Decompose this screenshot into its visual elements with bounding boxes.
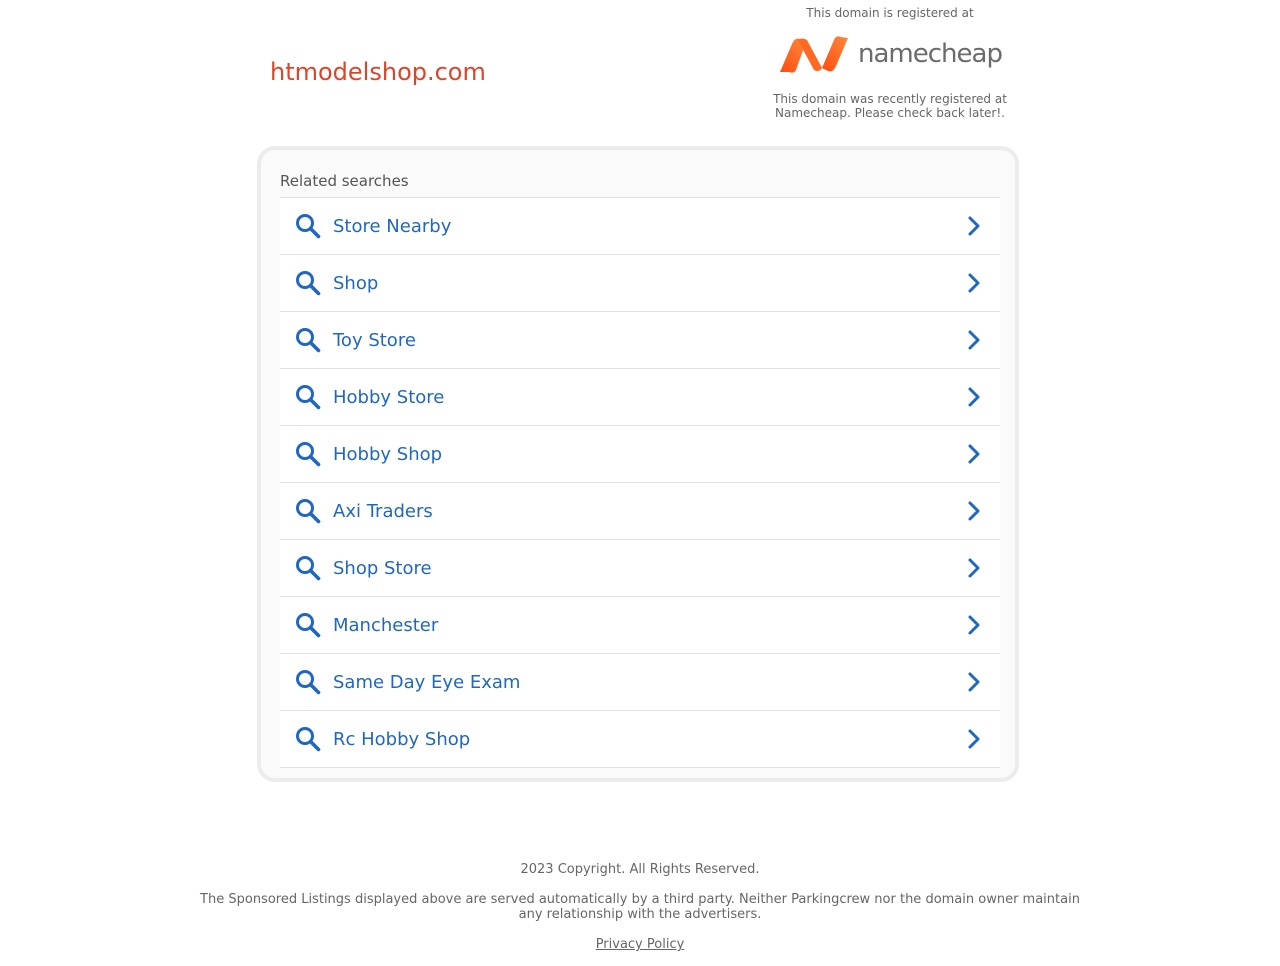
- related-search-item[interactable]: [280, 597, 1000, 654]
- copyright-text: 2023 Copyright. All Rights Reserved.: [520, 862, 760, 877]
- related-search-item[interactable]: [280, 369, 1000, 426]
- chevron-right-icon: [966, 671, 982, 693]
- header: [0, 0, 1280, 140]
- chevron-right-icon: [966, 557, 982, 579]
- namecheap-n-icon: [778, 34, 850, 74]
- related-search-label[interactable]: Shop Store: [333, 557, 432, 579]
- related-search-label[interactable]: Axi Traders: [333, 500, 433, 522]
- related-search-item[interactable]: [280, 255, 1000, 312]
- search-icon: [295, 555, 321, 581]
- related-searches-panel: [257, 146, 1019, 782]
- chevron-right-icon: [966, 728, 982, 750]
- registrar-box: [760, 6, 1020, 120]
- related-search-item[interactable]: [280, 312, 1000, 369]
- search-icon: [295, 384, 321, 410]
- domain-title: htmodelshop.com: [270, 58, 486, 86]
- disclaimer-text: The Sponsored Listings displayed above are served automatically by a third party. Neither Parkingcrew nor the domain owner maintain any relationship with the advertisers.: [200, 892, 1080, 922]
- search-icon: [295, 441, 321, 467]
- related-search-label[interactable]: Shop: [333, 272, 379, 294]
- related-search-label[interactable]: Hobby Store: [333, 386, 445, 408]
- related-search-label[interactable]: Store Nearby: [333, 215, 452, 237]
- search-icon: [295, 327, 321, 353]
- namecheap-logo[interactable]: [760, 28, 1020, 80]
- chevron-right-icon: [966, 272, 982, 294]
- registrar-note: This domain was recently registered at Namecheap. Please check back later!.: [773, 92, 1007, 120]
- related-search-item[interactable]: [280, 711, 1000, 768]
- related-search-label[interactable]: Manchester: [333, 614, 439, 636]
- chevron-right-icon: [966, 500, 982, 522]
- footer: [0, 862, 1280, 952]
- search-icon: [295, 669, 321, 695]
- related-search-item[interactable]: [280, 426, 1000, 483]
- namecheap-wordmark: namecheap: [858, 39, 1002, 69]
- chevron-right-icon: [966, 329, 982, 351]
- related-search-item[interactable]: [280, 483, 1000, 540]
- related-search-item[interactable]: [280, 198, 1000, 255]
- related-search-label[interactable]: Hobby Shop: [333, 443, 443, 465]
- chevron-right-icon: [966, 215, 982, 237]
- related-search-label[interactable]: Same Day Eye Exam: [333, 671, 521, 693]
- related-search-item[interactable]: [280, 654, 1000, 711]
- privacy-policy-link[interactable]: Privacy Policy: [595, 937, 685, 952]
- chevron-right-icon: [966, 614, 982, 636]
- search-icon: [295, 498, 321, 524]
- search-icon: [295, 612, 321, 638]
- chevron-right-icon: [966, 386, 982, 408]
- related-search-label[interactable]: Toy Store: [333, 329, 416, 351]
- search-icon: [295, 270, 321, 296]
- related-search-item[interactable]: [280, 540, 1000, 597]
- registered-at-text: This domain is registered at: [806, 6, 974, 20]
- related-search-label[interactable]: Rc Hobby Shop: [333, 728, 471, 750]
- search-icon: [295, 213, 321, 239]
- search-icon: [295, 726, 321, 752]
- related-searches-label: Related searches: [280, 170, 1000, 198]
- chevron-right-icon: [966, 443, 982, 465]
- related-searches-list: [280, 198, 1000, 768]
